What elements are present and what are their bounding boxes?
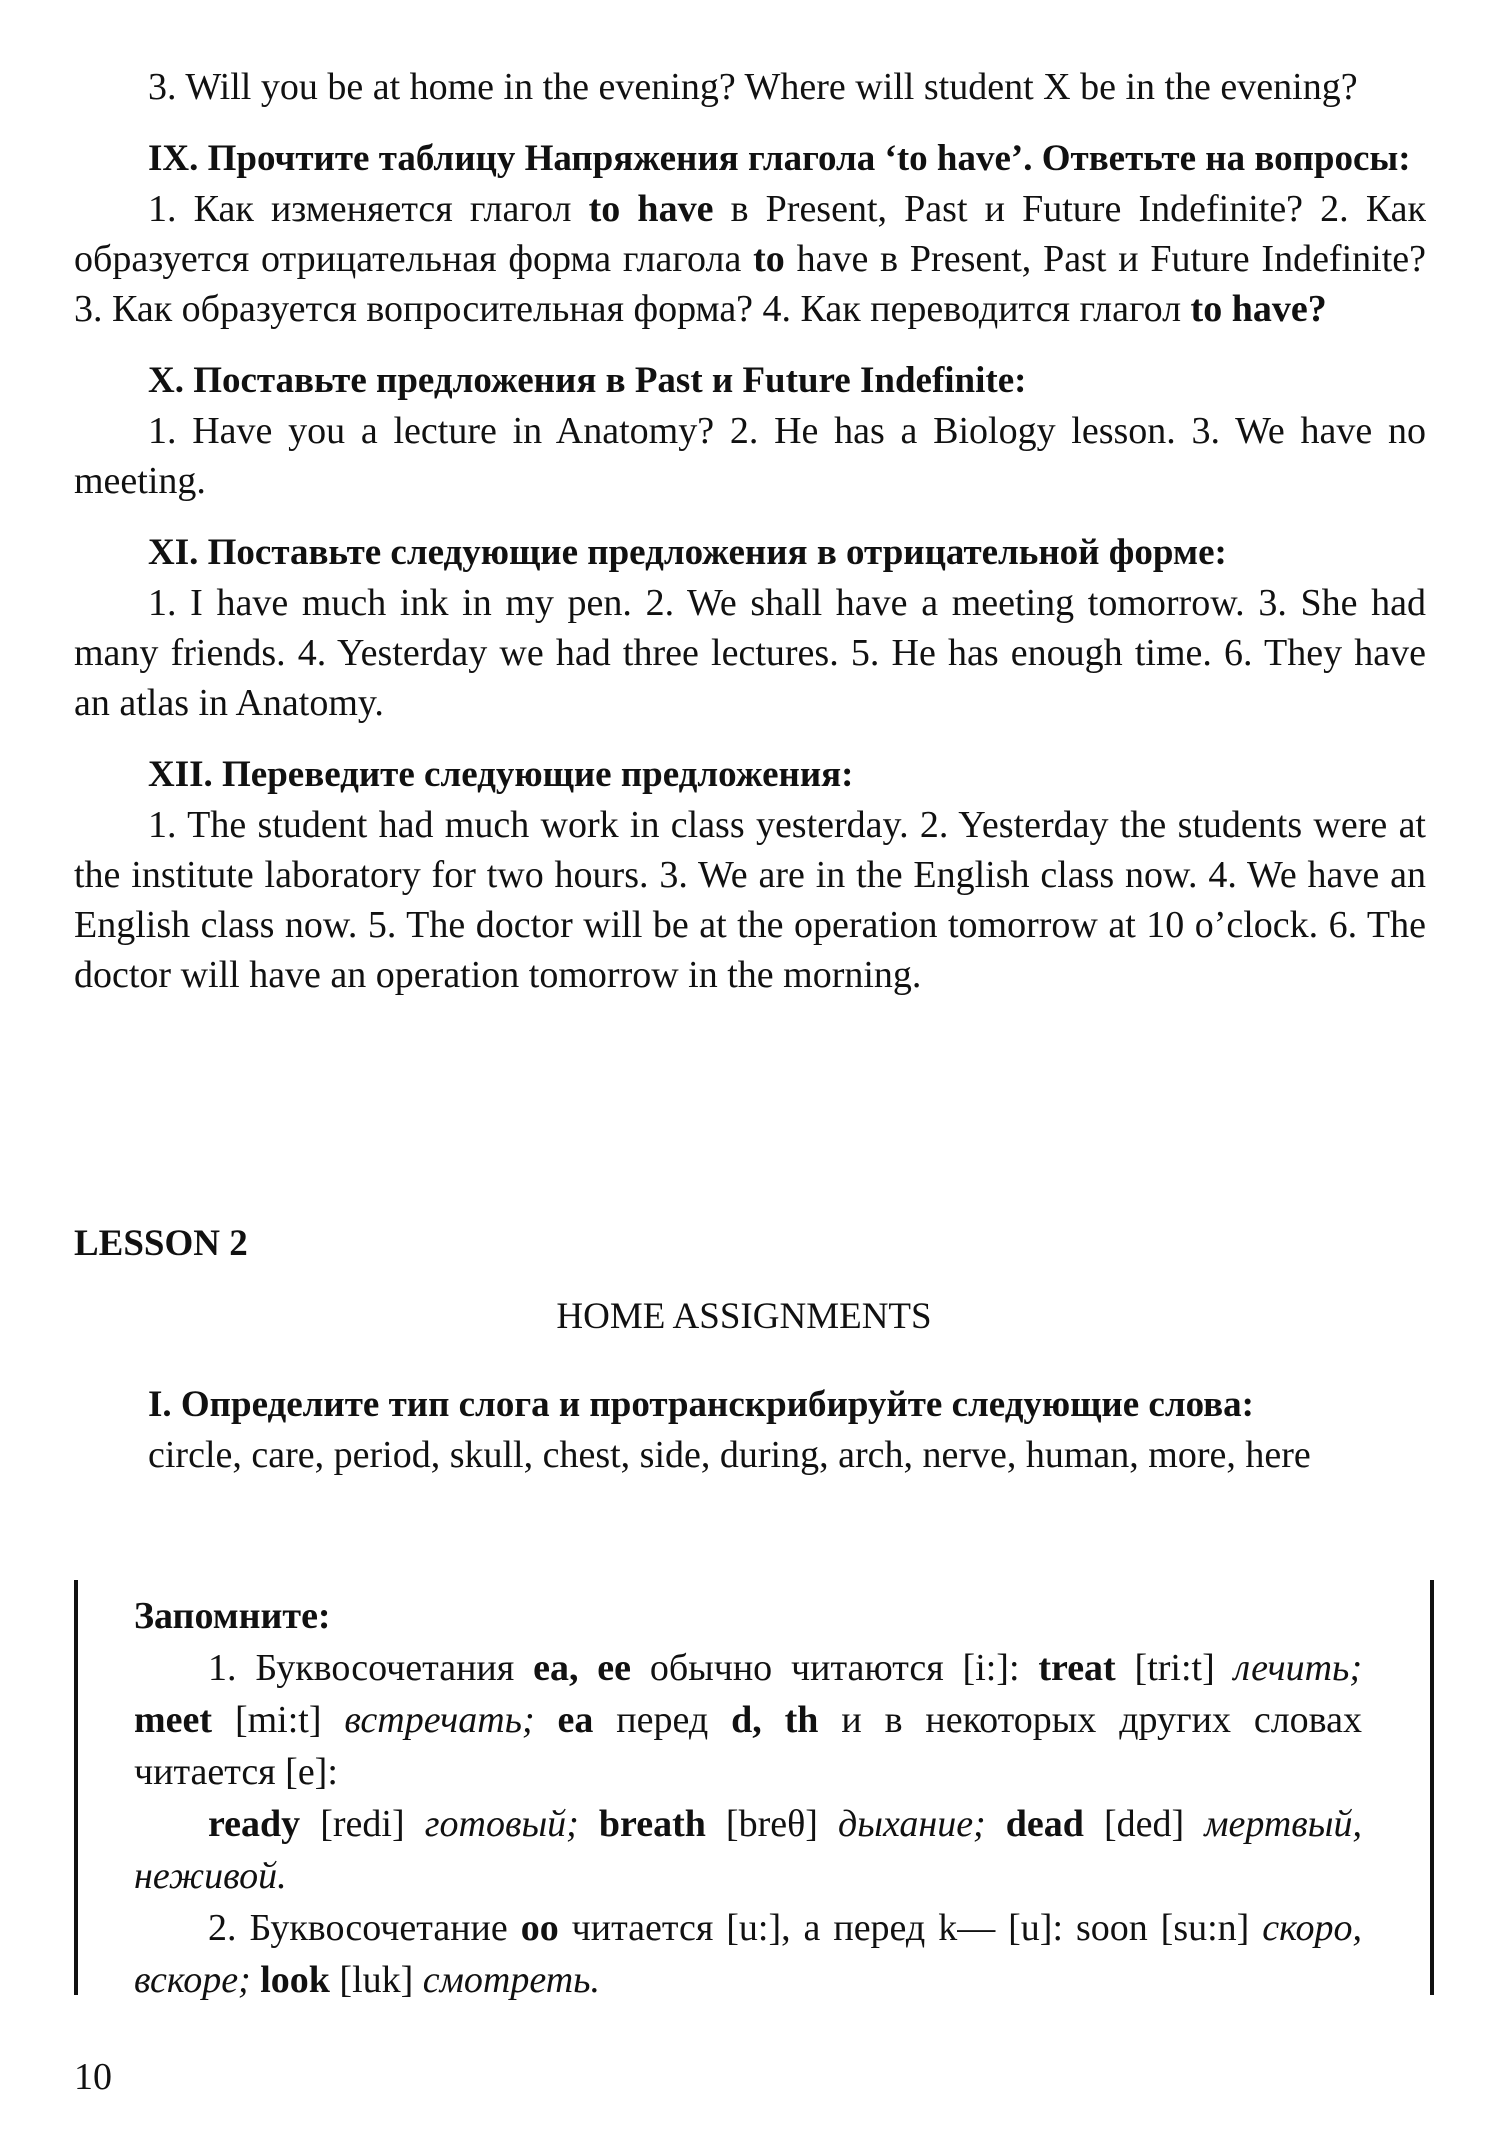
question-3: 3. Will you be at home in the evening? Where will student X be in the evening? <box>148 66 1358 108</box>
exercise-10-body: 1. Have you a lecture in Anatomy? 2. He has a Biology lesson. 3. We have no meeting. <box>74 410 1426 502</box>
exercise-11-body: 1. I have much ink in my pen. 2. We shall have a meeting tomorrow. 3. She had many friends. 4. Yesterday we had three lectures. 5. He has enough time. 6. They have an atlas in Anatomy. <box>74 582 1426 724</box>
exercise-1-heading: I. Определите тип слога и протранскрибируйте следующие слова: <box>148 1384 1254 1425</box>
rule-2: 2. Буквосочетание oo читается [u:], а перед k— [u]: soon [su:n] скоро, вскоре; look [luk] смотреть. <box>134 1907 1362 2001</box>
exercise-1 <box>74 1380 1426 1480</box>
exercise-10-heading: X. Поставьте предложения в Past и Future Indefinite: <box>148 360 1027 401</box>
home-assignments-title: HOME ASSIGNMENTS <box>556 1296 932 1337</box>
rule-1-examples: ready [redi] готовый; breath [breθ] дыхание; dead [ded] мертвый, неживой. <box>134 1803 1363 1897</box>
remember-title: Запомните: <box>134 1595 331 1637</box>
exercise-12-body: 1. The student had much work in class yesterday. 2. Yesterday the students were at the institute laboratory for two hours. 3. We are in the English class now. 4. We have an English class now. 5. The doctor will be at the operation tomorrow at 10 o’clock. 6. The doctor will have an operation tomorrow in the morning. <box>74 804 1426 996</box>
exercise-11-heading: XI. Поставьте следующие предложения в отрицательной форме: <box>148 532 1227 573</box>
exercise-12-heading: XII. Переведите следующие предложения: <box>148 754 854 795</box>
lesson-title: LESSON 2 <box>74 1223 248 1264</box>
exercise-9-heading: IX. Прочтите таблицу Напряжения глагола ‘to have’. Ответьте на вопросы: <box>148 138 1411 179</box>
exercise-1-body: circle, care, period, skull, chest, side, during, arch, nerve, human, more, here <box>148 1434 1311 1476</box>
remember-box <box>74 1580 1434 2001</box>
rule-1: 1. Буквосочетания ea, ee обычно читаются [i:]: treat [tri:t] лечить; meet [mi:t] встречать; ea перед d, th и в некоторых других словах читается [e]: <box>134 1647 1362 1793</box>
page-text <box>74 62 1426 1000</box>
exercise-9-body: 1. Как изменяется глагол to have в Present, Past и Future Indefinite? 2. Как образуется отрицательная форма глагола to have в Present, Past и Future Indefinite? 3. Как образуется вопросительная форма? 4. Как переводится глагол to have? <box>74 188 1426 330</box>
page-number: 10 <box>74 2056 112 2098</box>
